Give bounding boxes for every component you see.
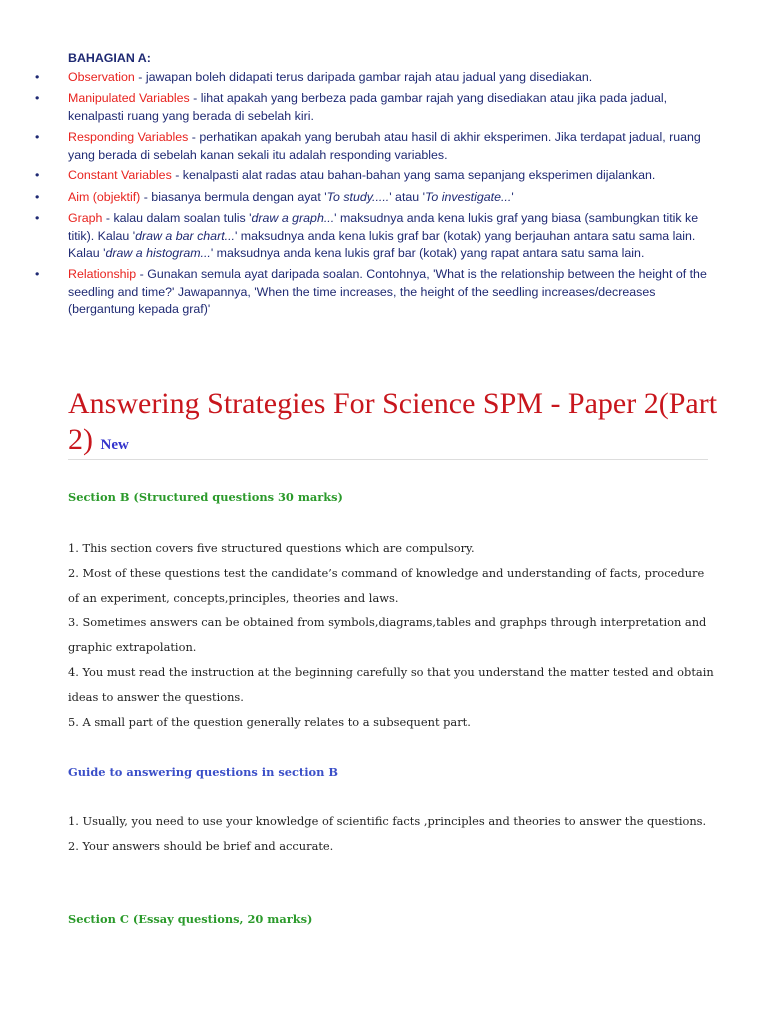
guide-heading: Guide to answering questions in section B	[68, 765, 338, 779]
list-item-responding: • Responding Variables - perhatikan apakah yang berubah atau hasil di akhir eksperimen. Jika terdapat jadual, ruang yang berada di sebelah kanan sekali itu adalah responding variables.	[35, 130, 701, 162]
bullet-icon: •	[35, 267, 40, 281]
article-title: Answering Strategies For Science SPM - Paper 2(Part 2) New	[68, 387, 718, 456]
bullet-icon: •	[35, 130, 40, 144]
term-label: Constant Variables	[68, 168, 172, 182]
list-item-relationship: • Relationship - Gunakan semula ayat daripada soalan. Contohnya, 'What is the relationship between the height of the seedling and time?' Jawapannya, 'When the time increases, the height of the seedling increases/decreases (bergantung kepada graf)'	[35, 267, 707, 316]
term-label: Manipulated Variables	[68, 91, 190, 105]
list-item: 2. Most of these questions test the candidate’s command of knowledge and understanding of facts, procedure of an experiment, concepts,principles, theories and laws.	[68, 565, 705, 605]
list-item: 1. This section covers five structured questions which are compulsory.	[68, 541, 475, 555]
term-label: Graph	[68, 211, 103, 225]
list-item-observation: • Observation - jawapan boleh didapati terus daripada gambar rajah atau jadual yang disediakan.	[68, 69, 708, 87]
term-label: Aim (objektif)	[68, 190, 141, 204]
term-label: Relationship	[68, 267, 137, 281]
bullet-icon: •	[35, 91, 40, 105]
list-item-graph: • Graph - kalau dalam soalan tulis 'draw a graph...' maksudnya anda kena lukis graf yang biasa (sambungkan titik ke titik). Kalau 'draw a bar chart...' maksudnya anda kena lukis graf bar (kotak) yang berjauhan antara satu sama lain. Kalau 'draw a histogram...' maksudnya anda kena lukis graf bar (kotak) yang rapat antara satu sama lain.	[35, 211, 699, 260]
list-item-constant: • Constant Variables - kenalpasti alat radas atau bahan-bahan yang sama sepanjang eksperimen dijalankan.	[68, 167, 708, 185]
section-b-list	[68, 536, 718, 734]
list-item: 2. Your answers should be brief and accurate.	[68, 838, 334, 853]
section-b-heading: Section B (Structured questions 30 marks)	[68, 490, 343, 504]
list-item: 3. Sometimes answers can be obtained from symbols,diagrams,tables and graphps through interpretation and graphic extrapolation.	[68, 615, 707, 655]
bahagian-heading: BAHAGIAN A:	[68, 51, 151, 65]
section-c-heading: Section C (Essay questions, 20 marks)	[68, 912, 313, 926]
divider	[68, 459, 708, 460]
term-label: Observation	[68, 70, 135, 84]
term-label: Responding Variables	[68, 130, 189, 144]
bullet-icon: •	[35, 211, 40, 225]
list-item: 5. A small part of the question generally relates to a subsequent part.	[68, 714, 471, 729]
list-item: 4. You must read the instruction at the beginning carefully so that you understand the matter tested and obtain ideas to answer the questions.	[68, 664, 714, 704]
list-item: 1. Usually, you need to use your knowledge of scientific facts ,principles and theories to answer the questions.	[68, 814, 707, 828]
list-item-aim: • Aim (objektif) - biasanya bermula dengan ayat 'To study.....' atau 'To investigate...'	[68, 189, 708, 207]
new-badge: New	[100, 437, 129, 453]
list-item-manipulated: • Manipulated Variables - lihat apakah yang berbeza pada gambar rajah yang disediakan atau jika pada jadual, kenalpasti ruang yang berada di sebelah kiri.	[35, 91, 668, 123]
guide-list	[68, 809, 718, 859]
bullet-icon: •	[35, 70, 40, 84]
bullet-icon: •	[35, 190, 40, 204]
bullet-icon: •	[35, 168, 40, 182]
